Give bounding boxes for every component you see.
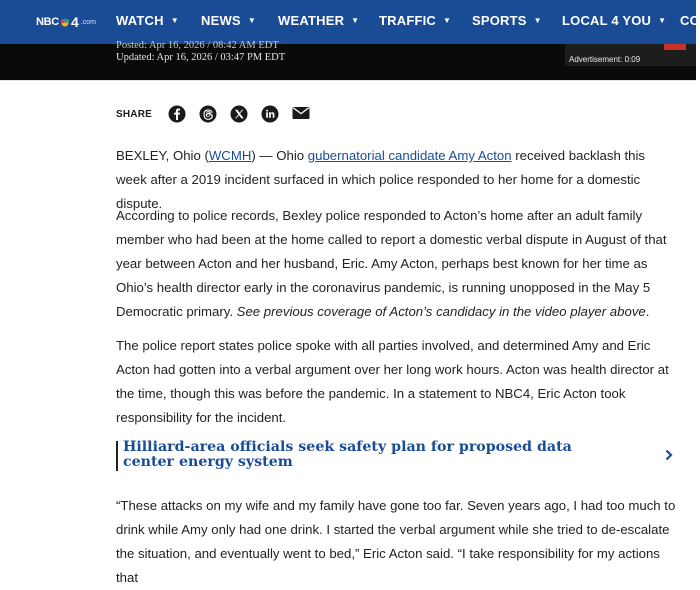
nav-item-news[interactable] xyxy=(201,13,256,28)
related-article-title: Hilliard-area officials seek safety plan for proposed data center energy system xyxy=(123,439,572,470)
updated-date: Updated: Apr 16, 2026 / 03:47 PM EDT xyxy=(116,52,286,63)
ad-label: Advertisement: 0:09 xyxy=(569,55,641,64)
email-icon[interactable] xyxy=(292,106,310,120)
nav-label: LOCAL 4 YOU xyxy=(562,13,652,28)
threads-icon[interactable] xyxy=(199,105,217,123)
chevron-right-icon xyxy=(664,448,674,462)
logo-number: 4 xyxy=(70,14,79,30)
article-dates xyxy=(116,40,286,64)
nav-item-local-4-you[interactable] xyxy=(562,13,666,28)
linkedin-icon[interactable] xyxy=(261,105,279,123)
nav-label: CO xyxy=(680,13,700,28)
caret-down-icon: ▼ xyxy=(170,16,179,25)
facebook-icon[interactable] xyxy=(168,105,186,123)
wcmh-link[interactable]: WCMH xyxy=(208,148,252,163)
paragraph-text: BEXLEY, Ohio ( xyxy=(116,148,209,163)
nav-label: NEWS xyxy=(201,13,241,28)
caret-down-icon: ▼ xyxy=(443,16,452,25)
article-paragraph-4: “These attacks on my wife and my family have gone too far. Seven years ago, I had too much to drink while Amy only had one drink. I started the verbal argument while she tried to de-escalate the situation, and eventually went to bed,” Eric Acton said. “I take responsibility for my actions that xyxy=(116,498,676,585)
caret-down-icon: ▼ xyxy=(351,16,360,25)
nav-label: SPORTS xyxy=(472,13,527,28)
site-logo[interactable] xyxy=(36,12,96,32)
related-accent-bar xyxy=(116,441,118,471)
paragraph-text: . xyxy=(645,304,650,319)
logo-suffix: .com xyxy=(80,18,96,26)
paragraph-text: According to police records, Bexley police responded to Acton’s home after an adult family member who had been at the home called to report a domestic verbal dispute in August of that year between Acton and her husband, Eric. Amy Acton, perhaps best known for her time as Ohio’s health director early in the coronavirus pandemic, is running unopposed in the May 5 Democratic primary. xyxy=(116,208,667,319)
nav-item-sports[interactable] xyxy=(472,13,542,28)
video-note: See previous coverage of Acton’s candidacy in the video player above xyxy=(236,304,646,319)
divider xyxy=(0,80,696,81)
paragraph-text: ) — Ohio xyxy=(251,148,308,163)
caret-down-icon: ▼ xyxy=(247,16,256,25)
logo-text: NBC xyxy=(36,16,59,28)
related-article-link[interactable] xyxy=(116,439,676,473)
article-paragraph-2 xyxy=(116,204,676,324)
paragraph-text: received backlash this week after a 2019 incident surfaced in which police responded to her home for a domestic dispute. xyxy=(116,148,646,211)
caret-down-icon: ▼ xyxy=(658,16,667,25)
nav-item-watch[interactable] xyxy=(116,13,179,28)
article-paragraph-3: The police report states police spoke with all parties involved, and determined Amy and Eric Acton had gotten into a verbal argument over her long work hours. Acton was health director at the time, though this was before the pandemic. In a statement to NBC4, Eric Acton took responsibility for the incident. xyxy=(116,338,669,425)
nav-item-more[interactable] xyxy=(680,13,700,28)
caret-down-icon: ▼ xyxy=(533,16,542,25)
nav-label: WEATHER xyxy=(278,13,345,28)
x-icon[interactable] xyxy=(230,105,248,123)
posted-date: Posted: Apr 16, 2026 / 08:42 AM EDT xyxy=(116,40,279,51)
nav-label: WATCH xyxy=(116,13,164,28)
ad-live-badge xyxy=(664,44,686,50)
peacock-icon xyxy=(60,17,70,27)
nav-label: TRAFFIC xyxy=(379,13,436,28)
candidate-link[interactable]: gubernatorial candidate Amy Acton xyxy=(307,148,512,163)
share-label: SHARE xyxy=(116,109,153,120)
nav-item-traffic[interactable] xyxy=(379,13,451,28)
nav-item-weather[interactable] xyxy=(278,13,359,28)
